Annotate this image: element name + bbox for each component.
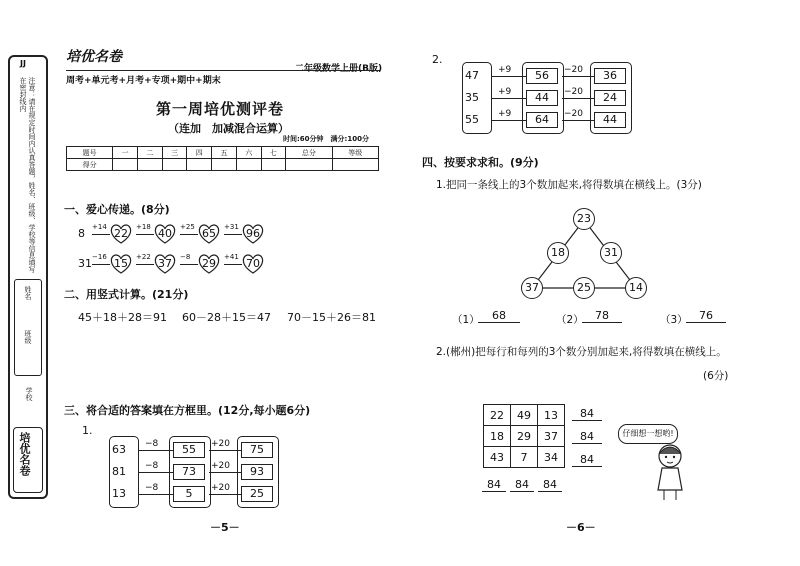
heart-value: 65 <box>202 227 216 240</box>
chain-operation: +25 <box>180 223 195 231</box>
section3-title: 三、将合适的答案填在方框里。(12分,每小题6分) <box>64 404 311 417</box>
page-number-right: －6－ <box>566 521 596 534</box>
header-rule <box>66 70 380 71</box>
page-subtitle: （连加 加减混合运算） <box>168 122 289 135</box>
triangle-node-mid-left: 18 <box>547 242 569 264</box>
arrow <box>492 76 526 77</box>
speech-bubble: 仔细想一想哟! <box>618 424 678 444</box>
problem1-label: 1. <box>82 424 93 437</box>
answer-label: （1） <box>452 314 480 326</box>
chain-operation: +41 <box>224 253 239 261</box>
chain-op1: +9 <box>498 109 512 119</box>
triangle-node-bottom-right: 14 <box>625 277 647 299</box>
chain-operation: −8 <box>180 253 191 261</box>
grid-cell: 43 <box>484 447 511 468</box>
arrow <box>139 494 173 495</box>
heart-answer[interactable] <box>154 254 176 274</box>
heart-answer[interactable] <box>242 224 264 244</box>
arrow <box>224 234 242 235</box>
arrow <box>139 450 173 451</box>
chain-right-answer[interactable]: 24 <box>594 90 626 106</box>
score-cell[interactable] <box>236 159 261 171</box>
heart-value: 15 <box>114 257 128 270</box>
chain-middle-answer[interactable]: 56 <box>526 68 558 84</box>
score-cell[interactable] <box>332 159 378 171</box>
chain-op1: −8 <box>145 483 159 493</box>
time-score: 时间:60分钟 满分:100分 <box>283 135 369 143</box>
chain-op1: −8 <box>145 439 159 449</box>
chain-operation: +18 <box>136 223 151 231</box>
sidebar-logo: 培优名卷 <box>18 432 31 476</box>
answer-label: （2） <box>556 314 584 326</box>
section2-title: 二、用竖式计算。(21分) <box>64 288 189 301</box>
heart-answer[interactable] <box>110 224 132 244</box>
calc-item: 60－28＋15＝47 <box>182 311 271 324</box>
chain-op2: +20 <box>211 439 230 449</box>
score-header: 总分 <box>286 147 332 159</box>
chain-right-answer[interactable]: 36 <box>594 68 626 84</box>
chain-operation: +31 <box>224 223 239 231</box>
chain-left-value: 81 <box>112 465 126 478</box>
chain-op2: +20 <box>211 461 230 471</box>
chain-op1: +9 <box>498 65 512 75</box>
col-sum-line[interactable]: 84 <box>482 478 506 492</box>
score-header: 一 <box>113 147 138 159</box>
answer-line[interactable]: 76 <box>686 309 726 323</box>
arrow <box>224 264 242 265</box>
binding-sidebar <box>8 55 48 499</box>
arrow <box>136 264 154 265</box>
chain-op1: +9 <box>498 87 512 97</box>
chain-right-answer[interactable]: 93 <box>241 464 273 480</box>
chain-op2: +20 <box>211 483 230 493</box>
answer-line[interactable]: 78 <box>582 309 622 323</box>
sidebar-notice: 注意：请在规定时间内认真答题，姓名、班级、学校等信息填写在密封线内 <box>19 77 36 273</box>
score-header: 题号 <box>67 147 113 159</box>
arrow <box>92 234 110 235</box>
section4-title: 四、按要求求和。(9分) <box>422 156 539 169</box>
score-header: 四 <box>187 147 212 159</box>
grid-cell: 7 <box>511 447 538 468</box>
grid-cell: 49 <box>511 405 538 426</box>
sidebar-code: JJ <box>20 59 26 68</box>
arrow <box>492 98 526 99</box>
grid-cell: 13 <box>538 405 565 426</box>
arrow <box>209 472 241 473</box>
arrow <box>492 120 526 121</box>
chain-middle-answer[interactable]: 44 <box>526 90 558 106</box>
heart-answer[interactable] <box>154 224 176 244</box>
girl-illustration-icon <box>648 440 692 502</box>
score-cell[interactable] <box>162 159 187 171</box>
question2-score: (6分) <box>703 370 729 382</box>
score-header: 二 <box>138 147 163 159</box>
answer-label: （3） <box>660 314 688 326</box>
score-header: 七 <box>261 147 286 159</box>
grid-cell: 34 <box>538 447 565 468</box>
sidebar-field-box <box>14 279 42 376</box>
sidebar-field-name: 姓名 <box>24 286 32 300</box>
score-cell[interactable] <box>212 159 237 171</box>
problem2-label: 2. <box>432 53 443 66</box>
chain-middle-answer[interactable]: 73 <box>173 464 205 480</box>
row-sum-line[interactable]: 84 <box>572 453 602 467</box>
header-grade: 二年级数学上册(B版) <box>295 64 383 74</box>
row-sum-line[interactable]: 84 <box>572 407 602 421</box>
score-cell[interactable] <box>187 159 212 171</box>
score-cell[interactable] <box>261 159 286 171</box>
arrow <box>139 472 173 473</box>
col-sum-line[interactable]: 84 <box>538 478 562 492</box>
score-cell[interactable] <box>286 159 332 171</box>
question2-text: 2.(郴州)把每行和每列的3个数分别加起来,将得数填在横线上。 <box>436 346 727 358</box>
score-cell[interactable] <box>138 159 163 171</box>
arrow <box>562 120 594 121</box>
chain-right-answer[interactable]: 75 <box>241 442 273 458</box>
chain-left-value: 55 <box>465 113 479 126</box>
chain-middle-answer[interactable]: 64 <box>526 112 558 128</box>
chain-op2: −20 <box>564 87 583 97</box>
triangle-node-mid-right: 31 <box>600 242 622 264</box>
arrow <box>209 494 241 495</box>
arrow <box>136 234 154 235</box>
chain-start: 8 <box>78 227 85 240</box>
page-number-left: －5－ <box>210 521 240 534</box>
question1-text: 1.把同一条线上的3个数加起来,将得数填在横线上。(3分) <box>436 179 702 191</box>
heart-value: 40 <box>158 227 172 240</box>
arrow <box>209 450 241 451</box>
sidebar-field-school: 学校 <box>25 387 33 401</box>
chain-left-value: 13 <box>112 487 126 500</box>
score-header: 等级 <box>332 147 378 159</box>
section1-title: 一、爱心传递。(8分) <box>64 203 170 216</box>
chain-op2: −20 <box>564 109 583 119</box>
grid-cell: 22 <box>484 405 511 426</box>
arrow <box>562 76 594 77</box>
grid-cell: 29 <box>511 426 538 447</box>
heart-value: 22 <box>114 227 128 240</box>
heart-value: 37 <box>158 257 172 270</box>
header-logo: 培优名卷 <box>66 49 122 65</box>
arrow <box>180 234 198 235</box>
chain-right-answer[interactable]: 25 <box>241 486 273 502</box>
answer-line[interactable]: 68 <box>478 309 520 323</box>
sidebar-logo-box <box>13 427 43 493</box>
score-table <box>66 146 379 171</box>
chain-left-value: 47 <box>465 69 479 82</box>
score-row-label: 得分 <box>67 159 113 171</box>
chain-operation: +22 <box>136 253 151 261</box>
chain-operation: −16 <box>92 253 107 261</box>
chain-left-value: 63 <box>112 443 126 456</box>
score-header: 六 <box>236 147 261 159</box>
score-cell[interactable] <box>113 159 138 171</box>
heart-value: 70 <box>246 257 260 270</box>
arrow <box>180 264 198 265</box>
chain-op2: −20 <box>564 65 583 75</box>
calc-item: 70－15＋26＝81 <box>287 311 376 324</box>
header-series: 周考+单元考+月考+专项+期中+期末 <box>66 76 221 86</box>
grid-cell: 37 <box>538 426 565 447</box>
calc-item: 45＋18＋28＝91 <box>78 311 167 324</box>
number-grid <box>483 404 565 468</box>
chain-left-value: 35 <box>465 91 479 104</box>
heart-answer[interactable] <box>198 254 220 274</box>
heart-answer[interactable] <box>198 224 220 244</box>
heart-answer[interactable] <box>242 254 264 274</box>
heart-value: 96 <box>246 227 260 240</box>
chain-op1: −8 <box>145 461 159 471</box>
grid-cell: 18 <box>484 426 511 447</box>
col-sum-line[interactable]: 84 <box>510 478 534 492</box>
row-sum-line[interactable]: 84 <box>572 430 602 444</box>
chain-operation: +14 <box>92 223 107 231</box>
triangle-node-top: 23 <box>573 208 595 230</box>
arrow <box>92 264 110 265</box>
sidebar-field-class: 班级 <box>24 330 32 344</box>
triangle-node-bottom-mid: 25 <box>573 277 595 299</box>
page-title: 第一周培优测评卷 <box>156 100 285 118</box>
chain-middle-answer[interactable]: 5 <box>173 486 205 502</box>
chain-middle-answer[interactable]: 55 <box>173 442 205 458</box>
score-header: 三 <box>162 147 187 159</box>
arrow <box>562 98 594 99</box>
heart-answer[interactable] <box>110 254 132 274</box>
chain-right-answer[interactable]: 44 <box>594 112 626 128</box>
heart-value: 29 <box>202 257 216 270</box>
score-header: 五 <box>212 147 237 159</box>
chain-start: 31 <box>78 257 92 270</box>
triangle-node-bottom-left: 37 <box>521 277 543 299</box>
